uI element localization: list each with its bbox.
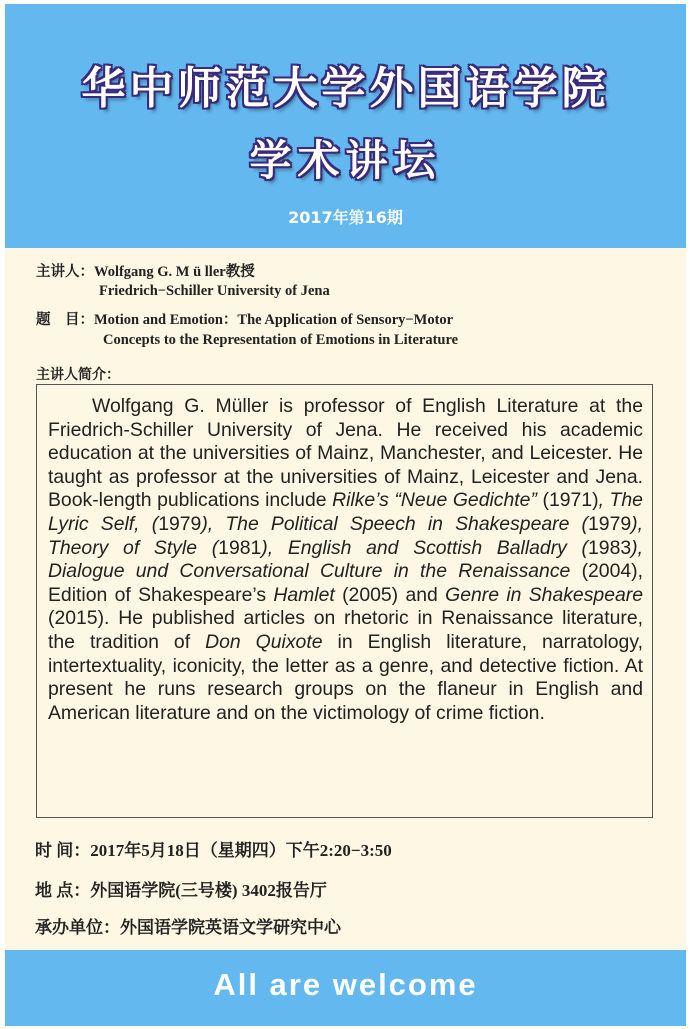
bio-segment: 1979 [588,512,632,535]
speaker-label: 主讲人： [36,264,94,280]
poster-title: 华中师范大学外国语学院 [81,63,610,114]
topic-line1: Motion and Emotion：The Application of Sensory−Motor [94,312,454,328]
bio-italic-title: Rilke’s “Neue Gedichte” [332,489,537,512]
poster-subtitle: 学术讲坛 [249,136,442,185]
bio-segment: (1971) [536,489,599,512]
bio-segment: (2005) and [334,583,446,606]
bio-segment: (2015). He published articles on rhetoric in Renaissance literature, the tradition of [48,607,643,653]
bio-heading: 主讲人简介： [36,367,120,383]
header-banner [5,4,686,248]
speaker-affiliation: Friedrich−Schiller University of Jena [99,283,330,299]
bio-italic-title: Don Quixote [205,630,323,653]
topic-line [36,308,453,329]
event-organizer: 承办单位：外国语学院英语文学研究中心 [35,918,341,937]
bio-text [48,395,643,725]
footer-banner [5,950,686,1026]
bio-box [36,384,653,818]
welcome-text: All are welcome [213,967,478,1002]
speaker-name: Wolfgang G. M ü ller教授 [94,264,255,280]
issue-number: 2017年第16期 [288,208,403,227]
event-time: 时 间：2017年5月18日（星期四）下午2:20−3:50 [35,841,392,860]
bio-italic-title: Genre in Shakespeare [445,583,644,606]
bio-segment: in English literature, narratology, intertextuality, iconicity, the letter as a genre, and detective fiction. At present he runs research groups on the flaneur in English and American literature and on the victimology of crime fiction. [48,630,643,724]
topic-label: 题 目： [36,312,94,328]
bio-italic-title: ), English and Scottish Balladry ( [261,536,589,559]
bio-segment: 1983 [588,536,632,559]
bio-italic-title: Hamlet [273,583,335,606]
bio-segment: 1979 [158,512,202,535]
speaker-line [36,260,255,281]
bio-italic-title: ), Dialogue und Conversational Culture in the Renaissance [48,536,644,583]
bio-italic-title: ), The Political Speech in Shakespeare ( [201,512,588,535]
topic-line2: Concepts to the Representation of Emotions in Literature [103,332,459,348]
bio-italic-title: , The Lyric Self, ( [48,489,643,535]
bio-italic-title: ), Theory of Style ( [48,512,643,559]
bio-segment: 1981 [218,536,262,559]
bio-segment: Wolfgang G. Müller is professor of English Literature at the Friedrich-Schiller University of Jena. He received his academic education at the universities of Mainz, Manchester, and Leicester. He taught as professor at the universities of Mainz, Leicester and Jena. Book-length publications include [48,395,643,512]
bio-segment: (2004), Edition of Shakespeare’s [48,560,644,606]
poster [5,4,686,1026]
event-place: 地 点：外国语学院(三号楼) 3402报告厅 [35,881,327,900]
